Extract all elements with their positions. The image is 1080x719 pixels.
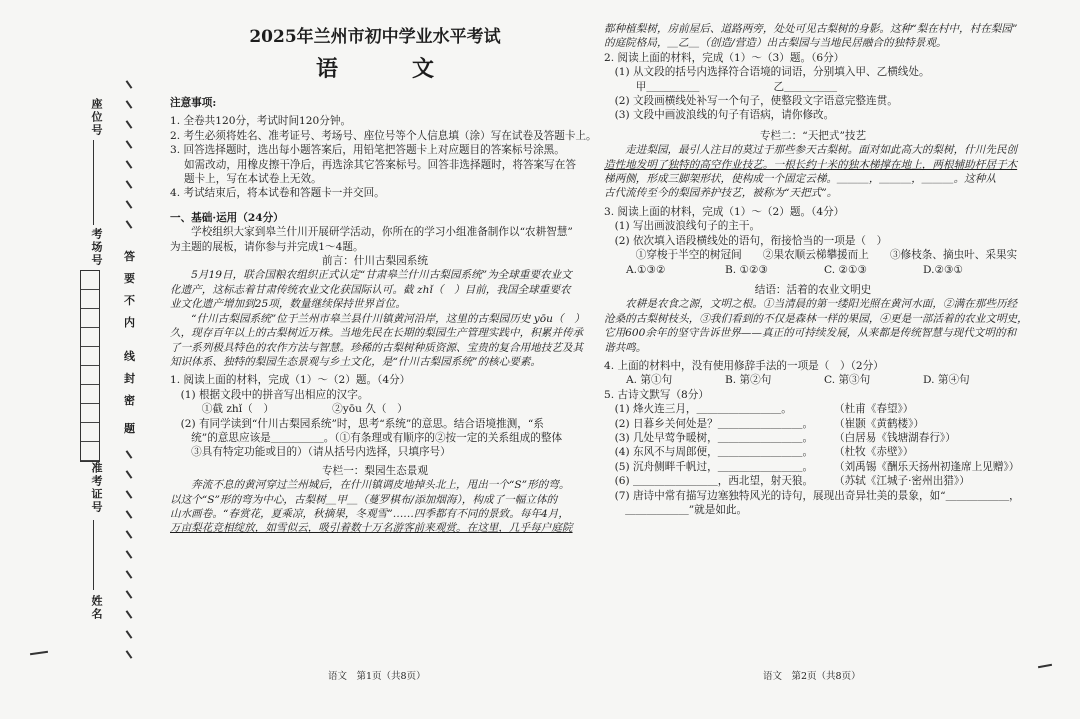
poem-source: （杜牧《赤壁》） [834, 446, 914, 459]
preface-line: 业文化遗产增加到25项，数量继续保持世界首位。 [170, 298, 406, 311]
question-line: 统”的意思应该是＿＿＿＿＿。（①有条理或有顺序的②按一定的关系组成的整体 [170, 431, 563, 444]
page-1-footer: 语文 第1页（共8页） [328, 671, 426, 682]
exam-title: 2025年兰州市初中学业水平考试 [249, 27, 501, 47]
question-stem: 1. 阅读上面的材料，完成（1）～（2）题。（4分） [170, 374, 411, 387]
subject-title: 语 文 [315, 56, 460, 82]
poem-source: （苏轼《江城子·密州出猎》） [834, 475, 970, 488]
poem-row [604, 445, 1022, 459]
column-line: 造性地发明了独特的高空作业技艺。一根长约十米的独木梯撑在地上，两根辅助杆居于木 [604, 158, 1018, 171]
question-line: (1) 根据文段中的拼音写出相应的汉字。 [170, 388, 369, 401]
column-line: 梯两侧，形成三脚架形状，使构成一个固定云梯。＿＿＿，＿＿＿，＿＿＿。这种从 [604, 173, 996, 186]
preface-title: 前言：什川古梨园系统 [322, 255, 428, 268]
name-line [93, 520, 94, 590]
poem-line: (1) 烽火连三月，＿＿＿＿＿＿＿＿。 [604, 403, 792, 416]
scan-mark [30, 651, 48, 655]
preface-line: 了一系列极具特色的农作方法与智慧。珍稀的古梨树种质资源、宝贵的复合用地技艺及其 [170, 341, 584, 354]
poem-line: (2) 日暮乡关何处是？＿＿＿＿＿＿＿＿。 [604, 417, 814, 430]
notice-item: 题卡上，写在本试卷上无效。 [170, 173, 322, 186]
question-line: ①穿梭于半空的树冠间 ②果农顺云梯攀援而上 ③修枝条、摘虫叶、采果实 [604, 249, 1018, 262]
exam-number-label: 准考证号 [90, 462, 103, 514]
seal-char: 内 [124, 316, 135, 329]
seal-char: 不 [124, 294, 135, 307]
section-heading: 一、基础·运用（24分） [170, 211, 284, 224]
column-line: 以这个“S”形的弯为中心，古梨树＿甲＿（蔓罗棋布/添加烟海），构成了一幅立体的 [170, 493, 558, 506]
question-stem: 4. 上面的材料中，没有使用修辞手法的一项是（ ）（2分） [604, 359, 884, 372]
page-2-footer: 语文 第2页（共8页） [763, 671, 861, 682]
poem-source: （白居易《钱塘湖春行》） [834, 431, 956, 444]
intro-line: 为主题的展板，请你参与并完成1～4题。 [170, 240, 364, 253]
question-line: (3) 文段中画波浪线的句子有语病，请你修改。 [604, 109, 835, 122]
question-line: (2) 依次填入语段横线处的语句，衔接恰当的一项是（ ） [604, 234, 888, 247]
option-d[interactable]: D. 第④句 [923, 374, 970, 387]
conclusion-line: 农耕是农食之源，文明之根。①当清晨的第一缕阳光照在黄河水面，②满在那些历经 [604, 298, 1018, 311]
option-d[interactable]: D.②③① [923, 263, 963, 276]
seal-char: 线 [124, 350, 135, 363]
seal-line [122, 70, 138, 670]
passage-line: 的庭院格局，＿乙＿（创造/营造）出古梨园与当地民居融合的独特景观。 [604, 37, 947, 50]
conclusion-line: 谐共鸣。 [604, 341, 647, 354]
preface-line: 久，现存百年以上的古梨树近万株。当地先民在长期的梨园生产管理实践中，积累并传承 [170, 327, 584, 340]
question-line: (2) 有同学读到“什川古梨园系统”时，思考“系统”的意思。结合语境推测，“系 [170, 417, 544, 430]
seal-char: 答 [124, 250, 135, 263]
column-title: 专栏一：梨园生态景观 [322, 464, 428, 477]
seal-char: 密 [124, 394, 135, 407]
question-line: (7) 唐诗中常有描写边塞独特风光的诗句，展现出奇异壮美的景象，如“＿＿＿＿＿＿， [604, 489, 1020, 502]
column-line: 万亩梨花竞相绽放，如雪似云，吸引着数十万名游客前来观赏。在这里，几乎每户庭院 [170, 522, 573, 535]
option-a[interactable]: A.①③② [626, 263, 666, 276]
question-line: ③具有特定功能或目的）（请从括号内选择，只填序号） [170, 446, 451, 459]
column-line: 走进梨园，最引人注目的莫过于那些参天古梨树。面对如此高大的梨树，什川先民创 [604, 144, 1018, 157]
notice-heading: 注意事项: [170, 97, 217, 109]
question-stem: 5. 古诗文默写（8分） [604, 388, 709, 401]
poem-row [604, 402, 1022, 416]
intro-line: 学校组织大家到皋兰什川开展研学活动，你所在的学习小组准备制作以“农耕智慧” [170, 226, 573, 239]
seal-char: 题 [124, 422, 135, 435]
poem-line: (3) 几处早莺争暖树，＿＿＿＿＿＿＿＿。 [604, 431, 814, 444]
poem-row [604, 431, 1022, 445]
question-line: 甲＿＿＿＿＿ 乙＿＿＿＿＿ [604, 80, 838, 93]
question-line: ＿＿＿＿＿＿”就是如此。 [604, 504, 748, 516]
question-line: (1) 写出画波浪线句子的主干。 [604, 220, 761, 233]
preface-line: 化遗产，这标志着甘肃传统农业文化获国际认可。截 zhǐ（ ）目前，我国全球重要农 [170, 283, 571, 296]
notice-item: 4. 考试结束后，将本试卷和答题卡一并交回。 [170, 187, 385, 200]
conclusion-line: 它用600余年的坚守告诉世界——真正的可持续发展，从来都是传统智慧与现代文明的和 [604, 327, 1017, 340]
answer-options [604, 263, 1022, 277]
option-b[interactable]: B. ①②③ [725, 263, 769, 276]
page-1 [170, 22, 597, 536]
answer-options [604, 373, 1022, 387]
option-c[interactable]: C. 第③句 [824, 374, 871, 387]
column-line: 奔流不息的黄河穿过兰州城后，在什川镇调皮地掉头北上，甩出一个“S”形的弯。 [170, 479, 570, 492]
column-line: 古代流传至今的梨园养护技艺，被称为“天把式”。 [604, 187, 838, 200]
exam-room-line [93, 175, 94, 225]
seat-number-label: 座位号 [90, 98, 103, 137]
conclusion-line: 沧桑的古梨树枝头，③我们看到的不仅是森林一样的果园，④更是一部活着的农业文明史， [604, 312, 1028, 325]
poem-row [604, 460, 1022, 474]
notice-item: 2. 考生必须将姓名、准考证号、考场号、座位号等个人信息填（涂）写在试卷及答题卡上。 [170, 129, 597, 142]
name-label: 姓名 [90, 595, 103, 621]
preface-line: 5月19日，联合国粮农组织正式认定“甘肃皋兰什川古梨园系统”为全球重要农业文 [170, 269, 572, 282]
option-a[interactable]: A. 第①句 [626, 374, 673, 387]
option-b[interactable]: B. 第②句 [725, 374, 772, 387]
poem-line: (6) ＿＿＿＿＿＿＿＿，西北望，射天狼。 [604, 475, 814, 488]
notice-item: 3. 回答选择题时，选出每小题答案后，用铅笔把答题卡上对应题目的答案标号涂黑。 [170, 144, 565, 157]
column-line: 山水画卷。“春赏花，夏乘凉，秋摘果，冬观雪”……四季都有不同的景致。每年4月， [170, 507, 569, 520]
preface-line: 知识体系、独特的梨园生态景观与乡土文化，是“什川古梨园系统”的核心要素。 [170, 355, 542, 368]
seal-char: 封 [124, 372, 135, 385]
notice-item: 1. 全卷共120分，考试时间120分钟。 [170, 115, 352, 128]
poem-line: (5) 沉舟侧畔千帆过，＿＿＿＿＿＿＿＿。 [604, 460, 814, 473]
notice-item: 如需改动，用橡皮擦干净后，再选涂其它答案标号。回答非选择题时，将答案写在答 [170, 158, 576, 171]
option-c[interactable]: C. ②①③ [824, 263, 867, 276]
question-options: ①截 zhǐ（ ） ②yōu 久（ ） [170, 403, 408, 416]
conclusion-title: 结语：活着的农业文明史 [754, 283, 872, 296]
question-stem: 2. 阅读上面的材料，完成（1）～（3）题。（6分） [604, 51, 845, 64]
scan-mark [1038, 664, 1052, 668]
poem-line: (4) 东风不与周郎便，＿＿＿＿＿＿＿＿。 [604, 446, 814, 459]
exam-room-label: 考场号 [90, 228, 103, 267]
poem-row [604, 417, 1022, 431]
exam-number-grid [80, 270, 100, 462]
question-line: (1) 从文段的括号内选择符合语境的词语，分别填入甲、乙横线处。 [604, 66, 930, 79]
poem-source: （崔颢《黄鹤楼》） [834, 417, 925, 430]
question-line: (2) 文段画横线处补写一个句子，使整段文字语意完整连贯。 [604, 95, 898, 108]
column-title: 专栏二：“天把式”技艺 [759, 129, 867, 142]
poem-source: （刘禹锡《酬乐天扬州初逢席上见赠》） [834, 460, 1020, 473]
passage-line: 都种植梨树，房前屋后、道路两旁，处处可见古梨树的身影。这种“梨在村中，村在梨园” [604, 23, 1018, 35]
question-stem: 3. 阅读上面的材料，完成（1）～（2）题。（4分） [604, 205, 845, 218]
page-2 [604, 22, 1028, 517]
preface-line: “什川古梨园系统”位于兰州市皋兰县什川镇黄河沿岸，这里的古梨园历史 yōu（ ） [170, 312, 585, 325]
seal-char: 要 [124, 272, 135, 285]
poem-row [604, 474, 1022, 488]
poem-source: （杜甫《春望》） [834, 403, 914, 416]
